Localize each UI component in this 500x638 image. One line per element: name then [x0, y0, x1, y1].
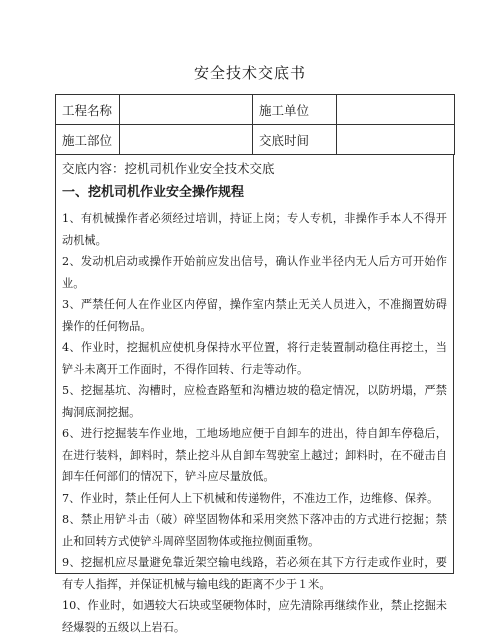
construction-unit-label: 施工单位 [253, 95, 337, 125]
disclosure-time-value[interactable] [337, 125, 455, 155]
list-item: 2、发动机启动或操作开始前应发出信号，确认作业半径内无人后方可开始作业。 [62, 255, 447, 290]
construction-part-value[interactable] [120, 125, 253, 155]
list-item: 8、禁止用铲斗击（破）碎坚固物体和采用突然下落冲击的方式进行挖掘；禁止和回转方式使铲斗周碎坚固物体或拖拉侧面重物。 [62, 513, 447, 548]
list-item: 6、进行挖掘装车作业地，工地场地应便于自卸车的进出，待自卸车停稳后，在进行装料，卸料时，禁止挖斗从自卸车驾驶室上越过；卸料时，在不碰击自卸车任何部们的情况下，铲斗应尽量放低。 [62, 427, 447, 483]
construction-unit-value[interactable] [337, 95, 455, 125]
list-item: 3、严禁任何人在作业区内停留，操作室内禁止无关人员进入，不准搁置妨碍操作的任何物品。 [62, 298, 447, 333]
list-item: 9、挖掘机应尽量避免靠近架空输电线路，若必须在其下方行走或作业时，要有专人指挥，并保证机械与输电线的距离不少于１米。 [62, 556, 447, 591]
disclosure-time-label: 交底时间 [253, 125, 337, 155]
list-item: 4、作业时，挖掘机应使机身保持水平位置，将行走装置制动稳住再挖土，当铲斗未离开工作面时，不得作回转、行走等动作。 [62, 341, 447, 376]
construction-part-label: 施工部位 [56, 125, 120, 155]
content-cell [55, 154, 454, 634]
section-title: 一、挖机司机作业安全操作规程 [62, 185, 245, 200]
info-table [55, 94, 455, 155]
page-title: 安全技术交底书 [193, 64, 306, 82]
project-name-label: 工程名称 [56, 95, 120, 125]
list-item: 10、作业时，如遇较大石块或坚硬物体时，应先清除再继续作业，禁止挖掘未经爆裂的五级以上岩石。 [62, 599, 447, 634]
table-row [56, 125, 455, 155]
content-intro: 交底内容：挖机司机作业安全技术交底 [62, 161, 275, 176]
list-item: 7、作业时，禁止任何人上下机械和传递物件，不准边工作，边维修、保养。 [62, 491, 439, 505]
table-row [56, 95, 455, 125]
list-item: 1、有机械操作者必须经过培训，持证上岗；专人专机，非操作手本人不得开动机械。 [62, 212, 447, 247]
list-item: 5、挖掘基坑、沟槽时，应检查路堑和沟槽边坡的稳定情况，以防坍塌，严禁掏洞底洞挖掘。 [62, 384, 447, 419]
project-name-value[interactable] [120, 95, 253, 125]
